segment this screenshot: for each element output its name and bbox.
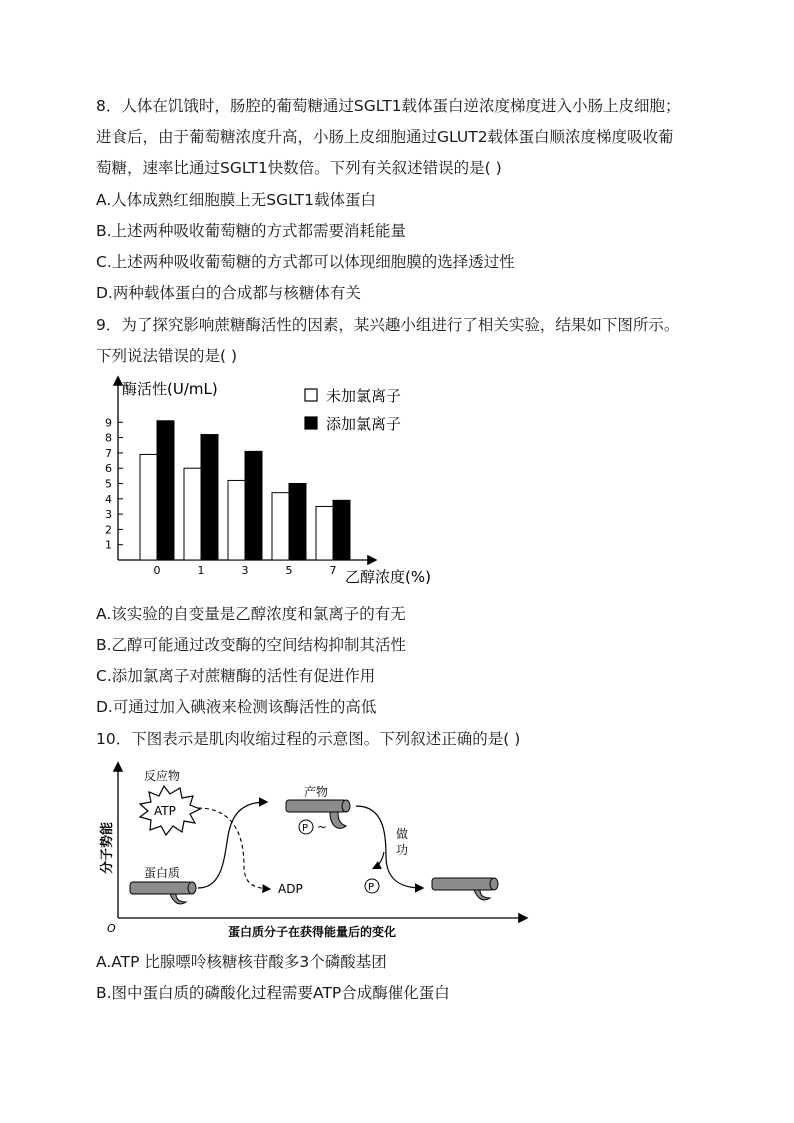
bar-with-chloride-3 [245, 451, 262, 560]
chart-y-axis-label: 酶活性(U/mL) [122, 380, 218, 398]
q8-stem-line-3: 萄糖，速率比通过SGLT1快数倍。下列有关叙述错误的是( ) [96, 159, 502, 177]
q10-option-b: B.图中蛋白质的磷酸化过程需要ATP合成酶催化蛋白 [96, 984, 450, 1002]
enzyme-activity-bar-chart [90, 372, 460, 592]
bar-no-chloride-0 [140, 454, 157, 560]
y-tick-label: 5 [105, 477, 112, 491]
q9-option-c: C.添加氯离子对蔗糖酶的活性有促进作用 [96, 667, 376, 685]
diagram-origin-label: O [107, 922, 116, 935]
diagram-x-axis-label: 蛋白质分子在获得能量后的变化 [228, 925, 397, 939]
q8-option-b: B.上述两种吸收葡萄糖的方式都需要消耗能量 [96, 222, 407, 240]
legend-label: 未加氯离子 [326, 387, 402, 405]
q10-stem: 10．下图表示是肌肉收缩过程的示意图。下列叙述正确的是( ) [96, 730, 521, 748]
q9-option-d: D.可通过加入碘液来检测该酶活性的高低 [96, 698, 377, 716]
q8-option-a: A.人体成熟红细胞膜上无SGLT1载体蛋白 [96, 191, 376, 209]
bar-with-chloride-0 [157, 421, 174, 560]
y-tick-label: 2 [105, 523, 112, 537]
x-tick-label: 0 [153, 564, 161, 577]
y-tick-label: 7 [105, 446, 112, 460]
y-tick-label: 6 [105, 462, 112, 476]
x-tick-label: 5 [285, 564, 293, 577]
work-descend-arrow [356, 806, 422, 888]
y-tick-label: 4 [105, 492, 112, 506]
legend-label: 添加氯离子 [326, 415, 402, 433]
bar-no-chloride-3 [228, 480, 245, 560]
x-tick-label: 7 [329, 564, 337, 577]
phosphate-release-arrow [374, 852, 384, 868]
diagram-y-axis-label: 分子势能 [100, 821, 115, 874]
legend-swatch [305, 417, 317, 429]
protein-molecule-icon [130, 882, 196, 904]
x-tick-label: 1 [197, 564, 205, 577]
bar-no-chloride-1 [184, 468, 201, 560]
work-label-2: 功 [396, 843, 409, 857]
q8-option-c: C.上述两种吸收葡萄糖的方式都可以体现细胞膜的选择透过性 [96, 253, 515, 271]
y-tick-label: 1 [105, 538, 112, 552]
x-tick-label: 3 [241, 564, 249, 577]
muscle-contraction-diagram [94, 756, 534, 941]
bar-no-chloride-7 [316, 506, 333, 560]
atp-to-adp-dashed-arrow [198, 808, 269, 889]
atp-label: ATP [154, 804, 176, 818]
protein-label: 蛋白质 [144, 866, 181, 880]
q9-option-a: A.该实验的自变量是乙醇浓度和氯离子的有无 [96, 605, 406, 623]
bar-no-chloride-5 [272, 493, 289, 560]
bar-with-chloride-5 [289, 484, 306, 561]
released-phosphate-label: P [368, 882, 375, 893]
phosphate-label: P [302, 823, 309, 834]
q8-option-d: D.两种载体蛋白的合成都与核糖体有关 [96, 284, 361, 302]
legend-swatch [305, 389, 317, 401]
q8-stem-line-2: 进食后，由于葡萄糖浓度升高，小肠上皮细胞通过GLUT2载体蛋白顺浓度梯度吸收葡 [96, 128, 674, 146]
q9-option-b: B.乙醇可能通过改变酶的空间结构抑制其活性 [96, 636, 407, 654]
y-tick-label: 3 [105, 508, 112, 522]
bar-with-chloride-7 [333, 500, 350, 560]
final-protein-icon [432, 878, 498, 900]
q10-option-a: A.ATP 比腺嘌呤核糖核苷酸多3个磷酸基团 [96, 953, 387, 971]
y-tick-label: 9 [105, 416, 112, 430]
q8-stem-line-1: 8．人体在饥饿时，肠腔的葡萄糖通过SGLT1载体蛋白逆浓度梯度进入小肠上皮细胞； [96, 97, 681, 115]
product-label: 产物 [304, 785, 329, 799]
energy-rise-arrow [198, 802, 266, 888]
y-tick-label: 8 [105, 431, 112, 445]
q9-stem-line-2: 下列说法错误的是( ) [96, 347, 238, 365]
q9-stem-line-1: 9．为了探究影响蔗糖酶活性的因素，某兴趣小组进行了相关实验，结果如下图所示。 [96, 316, 680, 334]
high-energy-bond-label: ~ [317, 820, 328, 834]
chart-x-axis-label: 乙醇浓度(%) [345, 568, 431, 586]
bar-with-chloride-1 [201, 435, 218, 560]
reactant-label: 反应物 [144, 769, 181, 783]
work-label-1: 做 [396, 827, 409, 841]
adp-label: ADP [278, 882, 303, 896]
